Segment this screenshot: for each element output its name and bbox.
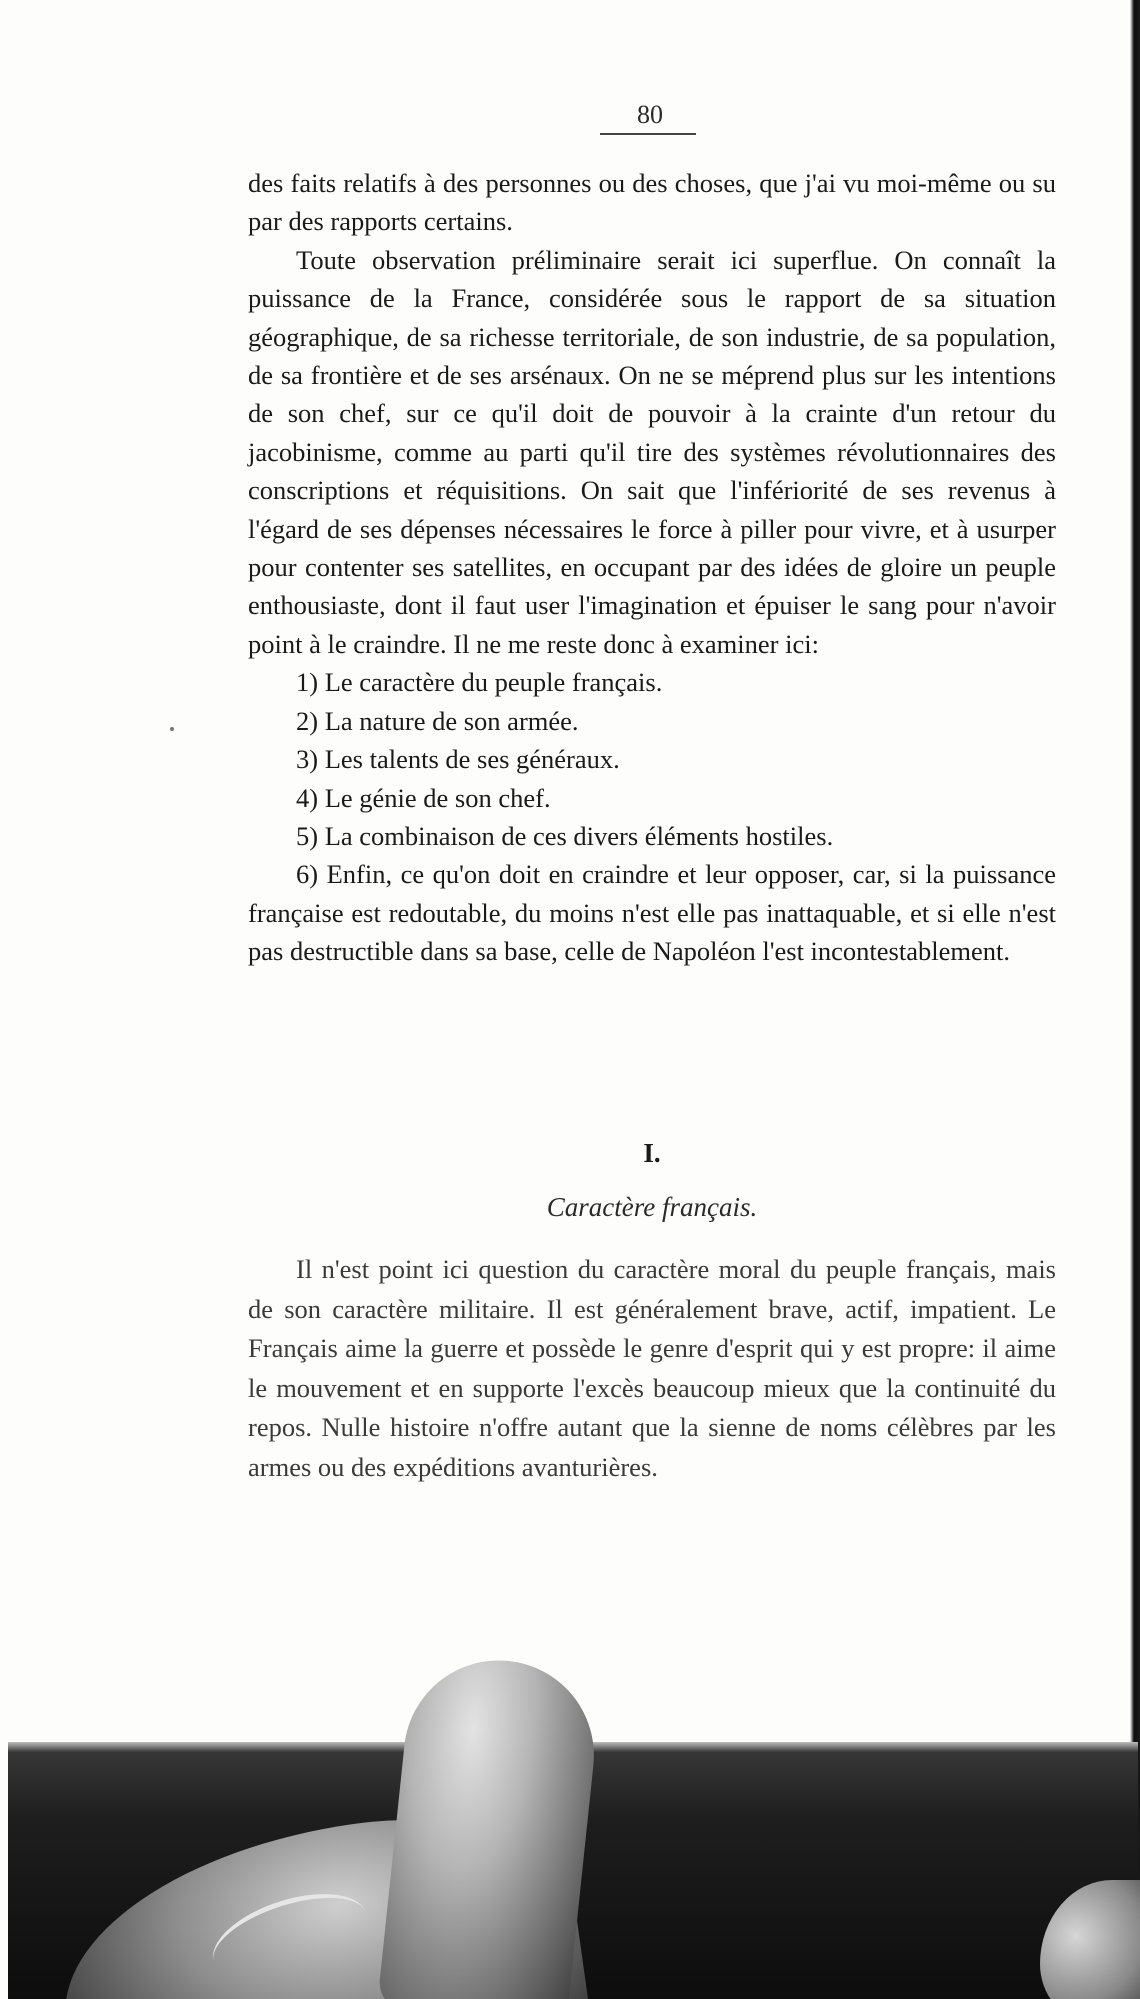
topic-list (248, 663, 1056, 855)
paragraph-conclusion: 6) Enfin, ce qu'on doit en craindre et leur opposer, car, si la puissance française est redoutable, du moins n'est elle pas inattaquable, et si elle n'est pas destructible dans sa base, celle de Napoléon l'est incontestablement. (248, 859, 1056, 967)
paragraph-introduction: Toute observation préliminaire serait ici superflue. On connaît la puissance de la France, considérée sous le rapport de sa situation géographique, de sa richesse territoriale, de son industrie, de sa population, de sa frontière et de ses arsénaux. On ne se méprend plus sur les intentions de son chef, sur ce qu'il doit de pouvoir à la crainte d'un retour du jacobinisme, comme au parti qu'il tire des systèmes révolutionnaires des conscriptions et réquisitions. On sait que l'infériorité de ses revenus à l'égard de ses dépenses nécessaires le force à piller pour vivre, et à usurper pour contenter ses satellites, en occupant par des idées de gloire un peuple enthousiaste, dont il faut user l'imagination et épuiser le sang pour n'avoir point à le craindre. Il ne me reste donc à examiner ici: (248, 244, 1056, 659)
body-text (248, 164, 1056, 971)
list-item: 3) Les talents de ses généraux. (296, 744, 620, 775)
list-item: 4) Le génie de son chef. (296, 782, 551, 813)
page-number: 80 (637, 100, 663, 129)
margin-mark (170, 727, 174, 731)
section-paragraph: Il n'est point ici question du caractère moral du peuple français, mais de son caractère militaire. Il est généralement brave, actif, impatient. Le Français aime la guerre et possède le genre d'esprit qui y est propre: il aime le mouvement et en supporte l'excès beaucoup mieux que la continuité du repos. Nulle histoire n'offre autant que la sienne de noms célèbres par les armes ou des expéditions avanturières. (248, 1254, 1056, 1482)
list-item: 2) La nature de son armée. (296, 705, 579, 736)
thumb (377, 1651, 604, 1999)
paragraph-continuation: des faits relatifs à des personnes ou des choses, que j'ai vu moi-même ou su par des rapports certains. (248, 168, 1056, 237)
page-number-rule (600, 133, 696, 135)
section-numeral: I. (643, 1138, 661, 1168)
list-item: 5) La combinaison de ces divers éléments hostiles. (296, 820, 834, 851)
section-text (248, 1250, 1056, 1488)
section-title: Caractère français. (546, 1192, 758, 1222)
list-item: 1) Le caractère du peuple français. (296, 667, 663, 698)
page-edge-shadow (1130, 0, 1140, 1999)
